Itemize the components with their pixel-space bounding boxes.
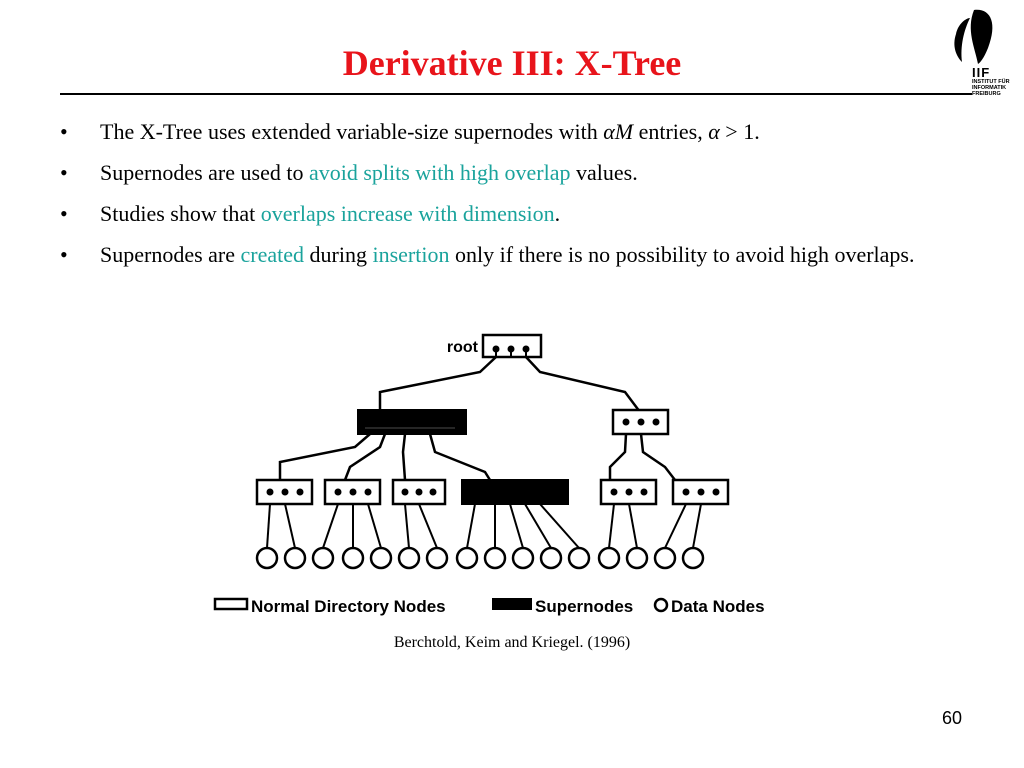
logo-subtext-1: INSTITUT FÜR — [972, 79, 1010, 85]
level2-edges — [267, 504, 701, 548]
title-divider — [60, 93, 972, 95]
directory-node-l2-4 — [601, 480, 656, 504]
iif-logo-mark-icon — [938, 8, 1018, 68]
legend-supernode-label: Supernodes — [535, 597, 634, 616]
bullet-text-segment: avoid splits with high overlap — [308, 160, 571, 185]
bullet-text-segment: entries, — [633, 119, 709, 144]
legend-data-label: Data Nodes — [671, 597, 765, 616]
bullet-text-segment: values. — [570, 160, 638, 185]
x-tree-diagram — [205, 322, 795, 622]
bullet-item — [58, 197, 978, 231]
bullet-text-segment: Studies show that — [100, 201, 261, 226]
logo-subtext-3: FREIBURG — [972, 91, 1001, 97]
bullet-text-segment: Supernodes are used to — [100, 160, 309, 185]
bullet-item — [58, 238, 978, 272]
bullet-text-segment: overlaps increase with dimension — [260, 201, 555, 226]
legend-normal-label: Normal Directory Nodes — [251, 597, 446, 616]
directory-node-l2-2 — [325, 480, 380, 504]
bullet-text-segment: α — [708, 119, 720, 144]
level1-edges — [280, 434, 675, 480]
root-node — [483, 335, 541, 357]
bullet-text-segment: during — [304, 242, 373, 267]
supernode-level1 — [358, 410, 466, 434]
page-number: 60 — [941, 708, 962, 728]
legend-supernode-swatch — [493, 599, 531, 609]
bullet-text-segment: The X-Tree uses extended variable-size supernodes with — [100, 119, 604, 144]
directory-node-l2-5 — [673, 480, 728, 504]
bullet-text-segment: insertion — [372, 242, 450, 267]
directory-node-level1 — [613, 410, 668, 434]
citation: Berchtold, Keim and Kriegel. (1996) — [393, 634, 631, 651]
bullet-text-segment: only if there is no possibility to avoid high overlaps. — [449, 242, 915, 267]
diagram-legend — [215, 597, 765, 616]
bullet-text-segment: αM — [603, 119, 634, 144]
data-nodes — [257, 548, 703, 568]
legend-normal-swatch — [215, 599, 247, 609]
bullet-text-segment: > 1. — [719, 119, 760, 144]
bullet-text-segment: created — [240, 242, 305, 267]
bullet-text-segment: . — [554, 201, 561, 226]
bullet-text-segment: Supernodes are — [100, 242, 241, 267]
iif-logo — [938, 8, 1018, 97]
legend-data-swatch — [655, 599, 667, 611]
logo-subtext-2: INFORMATIK — [972, 85, 1007, 91]
root-edges — [380, 357, 640, 412]
bullet-list — [58, 115, 978, 279]
directory-node-l2-1 — [257, 480, 312, 504]
supernode-level2 — [462, 480, 568, 504]
logo-text: IIF — [972, 65, 991, 80]
root-label: root — [446, 339, 478, 356]
directory-node-l2-3 — [393, 480, 445, 504]
bullet-item — [58, 115, 978, 149]
bullet-item — [58, 156, 978, 190]
slide-title: Derivative III: X-Tree — [342, 43, 682, 83]
